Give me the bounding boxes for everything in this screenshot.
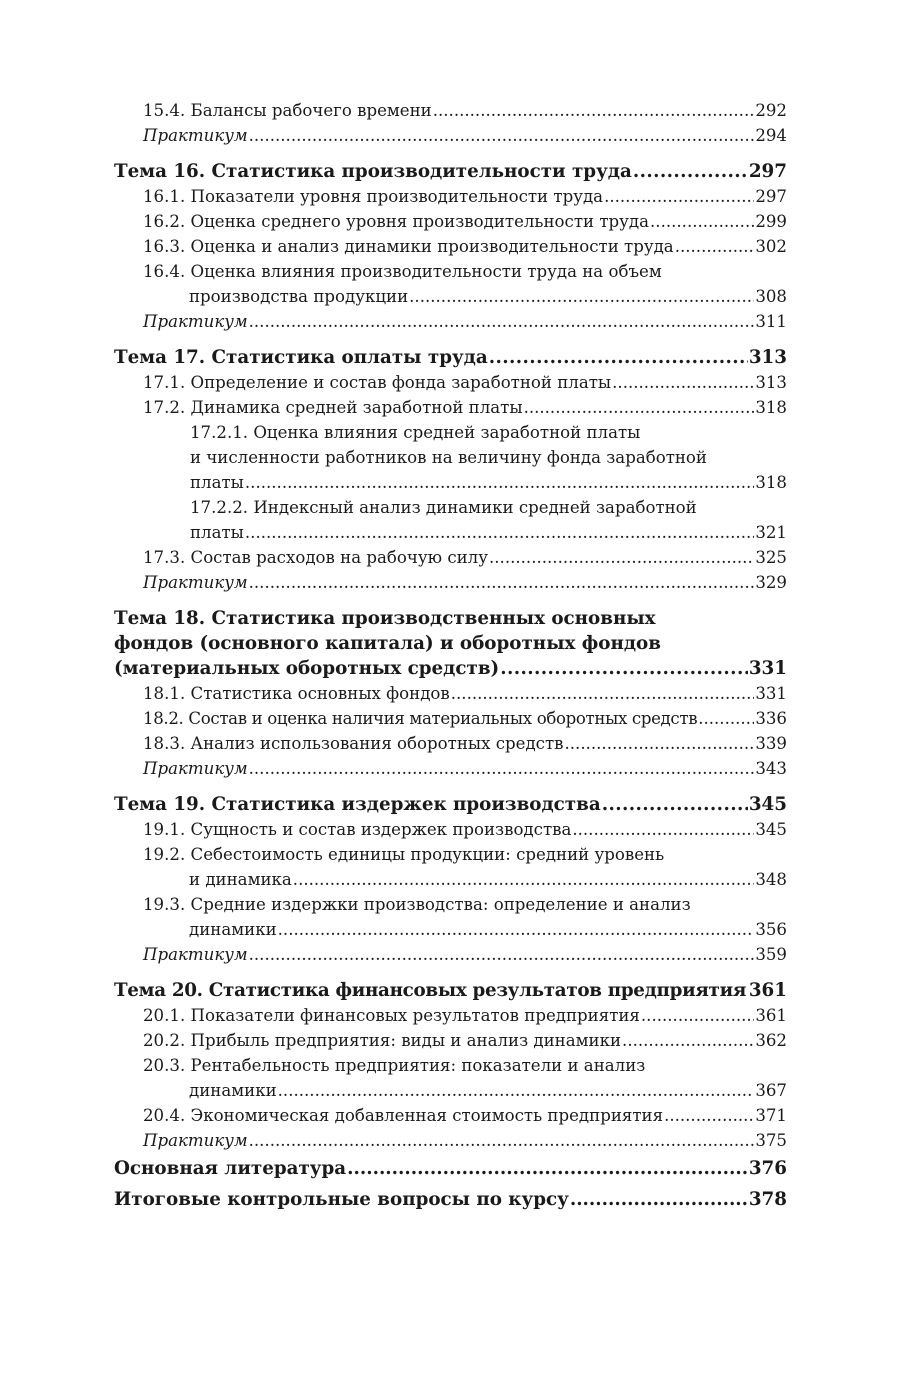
toc-page-number: 311 [755, 312, 787, 331]
toc-page-number: 367 [755, 1081, 787, 1100]
toc-page-number: 308 [755, 287, 787, 306]
toc-page-number: 297 [748, 161, 787, 182]
toc-chapter-title-line: Тема 18. Статистика производственных основных [114, 608, 656, 629]
toc-page-number: 345 [748, 794, 787, 815]
dot-leader [570, 1184, 748, 1215]
dot-leader [602, 792, 748, 817]
toc-entry-title: 17.1. Определение и состав фонда заработной платы [143, 373, 612, 392]
toc-page-number: 292 [755, 101, 787, 120]
toc-entry[interactable] [114, 1053, 787, 1103]
toc-page-number: 321 [755, 523, 787, 542]
toc-entry-title: Практикум [143, 312, 248, 331]
toc-page-number: 297 [755, 187, 787, 206]
toc-entry[interactable] [114, 1003, 787, 1028]
dot-leader [249, 123, 755, 148]
dot-leader [572, 817, 754, 842]
toc-entry[interactable] [114, 184, 787, 209]
toc-entry-title: 16.3. Оценка и анализ динамики производительности труда [143, 237, 674, 256]
toc-final-questions[interactable] [114, 1184, 787, 1215]
toc-chapter-title: Основная литература [114, 1158, 347, 1179]
toc-entry-title: платы [190, 523, 244, 542]
toc-entry[interactable] [114, 370, 787, 395]
toc-entry[interactable] [114, 98, 787, 123]
toc-entry-title: Практикум [143, 126, 248, 145]
toc-entry[interactable] [114, 395, 787, 420]
toc-entry-title: 16.1. Показатели уровня производительности труда [143, 187, 604, 206]
dot-leader [249, 942, 755, 967]
toc-chapter-17[interactable] [114, 345, 787, 370]
toc-practicum[interactable] [114, 570, 787, 595]
toc-entry-title: производства продукции [189, 287, 409, 306]
dot-leader [249, 756, 755, 781]
toc-entry-title: 16.2. Оценка среднего уровня производительности труда [143, 212, 650, 231]
dot-leader [604, 184, 754, 209]
toc-entry-title: Практикум [143, 1131, 248, 1150]
toc-entry-title: 18.2. Состав и оценка наличия материальных оборотных средств [143, 709, 698, 728]
toc-chapter-title: Тема 17. Статистика оплаты труда [114, 347, 488, 368]
dot-leader [489, 545, 754, 570]
toc-entry-title: 20.2. Прибыль предприятия: виды и анализ динамики [143, 1031, 622, 1050]
toc-practicum[interactable] [114, 1128, 787, 1153]
toc-page-number: 361 [755, 1006, 787, 1025]
toc-chapter-title: Итоговые контрольные вопросы по курсу [114, 1189, 569, 1210]
dot-leader [650, 209, 754, 234]
toc-entry-title-line: 17.2.2. Индексный анализ динамики средней заработной [190, 498, 697, 517]
toc-practicum[interactable] [114, 123, 787, 148]
toc-entry-title: 17.3. Состав расходов на рабочую силу [143, 548, 488, 567]
toc-entry-title: динамики [189, 920, 277, 939]
dot-leader [612, 370, 754, 395]
toc-entry[interactable] [114, 234, 787, 259]
toc-entry-title-line: 19.3. Средние издержки производства: определение и анализ [143, 895, 691, 914]
toc-page-number: 345 [755, 820, 787, 839]
toc-entry-title: 18.3. Анализ использования оборотных средств [143, 734, 564, 753]
toc-entry[interactable] [114, 892, 787, 942]
toc-entry[interactable] [114, 842, 787, 892]
toc-page-number: 348 [755, 870, 787, 889]
toc-entry-title: 17.2. Динамика средней заработной платы [143, 398, 523, 417]
toc-practicum[interactable] [114, 942, 787, 967]
toc-chapter-title: (материальных оборотных средств) [114, 658, 500, 679]
toc-entry-title: платы [190, 473, 244, 492]
dot-leader [347, 1153, 748, 1184]
dot-leader [451, 681, 755, 706]
dot-leader [278, 917, 755, 942]
toc-practicum[interactable] [114, 756, 787, 781]
dot-leader [278, 1078, 755, 1103]
toc-page-number: 371 [755, 1106, 787, 1125]
toc-entry-title-line: и численности работников на величину фонда заработной [190, 448, 707, 467]
dot-leader [249, 1128, 755, 1153]
dot-leader [249, 570, 755, 595]
toc-entry-title: Практикум [143, 945, 248, 964]
toc-chapter-title: Тема 16. Статистика производительности труда [114, 161, 632, 182]
toc-page-number: 331 [748, 658, 787, 679]
toc-entry-title: и динамика [189, 870, 292, 889]
dot-leader [664, 1103, 754, 1128]
toc-entry-title: динамики [189, 1081, 277, 1100]
toc-page-number: 325 [755, 548, 787, 567]
toc-page-number: 294 [755, 126, 787, 145]
toc-page-number: 313 [748, 347, 787, 368]
toc-page-number: 376 [748, 1158, 787, 1179]
toc-page-number: 313 [755, 373, 787, 392]
dot-leader [565, 731, 755, 756]
dot-leader [489, 345, 748, 370]
dot-leader [641, 1003, 754, 1028]
toc-entry-title-line: 17.2.1. Оценка влияния средней заработной платы [190, 423, 641, 442]
toc-entry[interactable] [114, 681, 787, 706]
dot-leader [500, 656, 748, 681]
toc-practicum[interactable] [114, 309, 787, 334]
toc-entry[interactable] [114, 209, 787, 234]
dot-leader [293, 867, 755, 892]
toc-chapter-title-line: фондов (основного капитала) и оборотных фондов [114, 633, 661, 654]
toc-chapter-20[interactable] [114, 978, 787, 1003]
dot-leader [633, 159, 748, 184]
toc-entry[interactable] [114, 259, 787, 309]
toc-entry-title: Практикум [143, 759, 248, 778]
toc-page-number: 356 [755, 920, 787, 939]
dot-leader [524, 395, 755, 420]
toc-page-number: 318 [755, 473, 787, 492]
toc-page-number: 359 [755, 945, 787, 964]
toc-entry[interactable] [114, 1028, 787, 1053]
toc-page-number: 318 [755, 398, 787, 417]
dot-leader [249, 309, 755, 334]
toc-entry-title: 15.4. Балансы рабочего времени [143, 101, 432, 120]
toc-entry-title-line: 20.3. Рентабельность предприятия: показатели и анализ [143, 1056, 646, 1075]
toc-references[interactable] [114, 1153, 787, 1184]
toc-entry[interactable] [114, 817, 787, 842]
toc-chapter-title: Тема 20. Статистика финансовых результатов предприятия [114, 980, 747, 1001]
toc-entry-title: 20.4. Экономическая добавленная стоимость предприятия [143, 1106, 664, 1125]
toc-page-number: 378 [748, 1189, 787, 1210]
toc-page-number: 329 [755, 573, 787, 592]
toc-page-number: 336 [755, 709, 787, 728]
toc-chapter-16[interactable] [114, 159, 787, 184]
table-of-contents [114, 98, 787, 1215]
toc-entry-title: 19.1. Сущность и состав издержек производства [143, 820, 572, 839]
toc-entry-title-line: 16.4. Оценка влияния производительности труда на объем [143, 262, 662, 281]
dot-leader [245, 470, 754, 495]
dot-leader [409, 284, 754, 309]
dot-leader [433, 98, 755, 123]
toc-page-number: 331 [755, 684, 787, 703]
toc-entry[interactable] [114, 1103, 787, 1128]
dot-leader [622, 1028, 754, 1053]
toc-entry-title-line: 19.2. Себестоимость единицы продукции: средний уровень [143, 845, 665, 864]
toc-chapter-18[interactable] [114, 606, 787, 681]
toc-entry[interactable] [114, 731, 787, 756]
toc-page-number: 299 [755, 212, 787, 231]
toc-entry-title: 20.1. Показатели финансовых результатов предприятия [143, 1006, 640, 1025]
toc-page-number: 339 [755, 734, 787, 753]
toc-entry-title: Практикум [143, 573, 248, 592]
dot-leader [245, 520, 754, 545]
toc-subentry[interactable] [114, 495, 787, 545]
toc-page-number: 302 [755, 237, 787, 256]
toc-page-number: 343 [755, 759, 787, 778]
toc-chapter-19[interactable] [114, 792, 787, 817]
toc-entry[interactable] [114, 706, 787, 731]
toc-entry-title: 18.1. Статистика основных фондов [143, 684, 450, 703]
toc-subentry[interactable] [114, 420, 787, 495]
toc-chapter-title: Тема 19. Статистика издержек производства [114, 794, 601, 815]
toc-entry[interactable] [114, 545, 787, 570]
toc-page-number: 361 [748, 980, 787, 1001]
toc-page-number: 362 [755, 1031, 787, 1050]
dot-leader [698, 706, 754, 731]
toc-page-number: 375 [755, 1131, 787, 1150]
dot-leader [747, 978, 748, 1003]
dot-leader [675, 234, 755, 259]
